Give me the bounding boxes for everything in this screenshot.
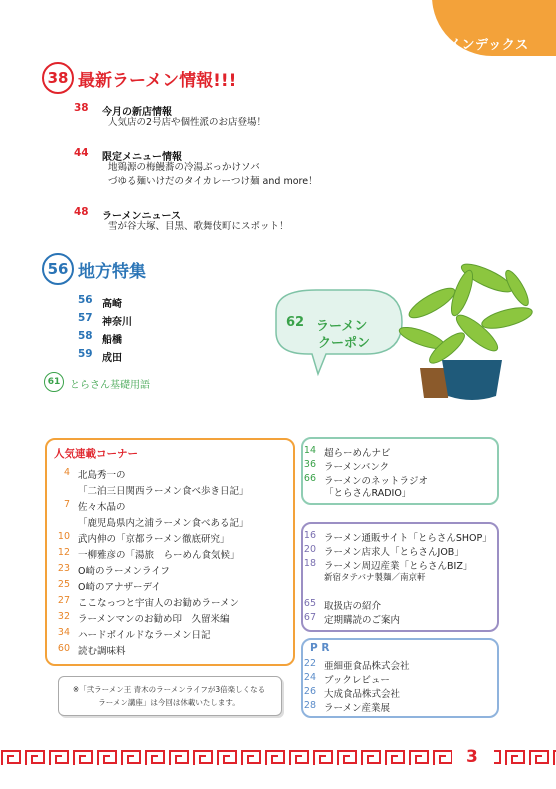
list-item — [296, 686, 400, 700]
coupon-line1: ラーメン — [316, 319, 368, 334]
list-item-text: 「二泊三日関西ラーメン食べ歩き日記」 — [78, 486, 249, 497]
list-item — [296, 612, 400, 626]
section-number-badge: 56 — [42, 253, 74, 285]
section-title: 最新ラーメン情報!!! — [78, 71, 237, 91]
list-page-number — [50, 515, 70, 529]
page-number-label: 44 — [74, 147, 89, 159]
list-item-text: 大成食品株式会社 — [324, 689, 401, 700]
list-item-text: ラーメン周辺産業「とらさんBIZ」 — [324, 561, 473, 572]
list-item-text: ハードボイルドなラーメン日記 — [78, 630, 211, 641]
list-item-text: 「鹿児島県内之浦ラーメン食べある記」 — [78, 518, 249, 529]
list-page-number: 67 — [303, 612, 316, 623]
list-item — [296, 598, 381, 612]
article-title: 今月の新店情報 — [102, 107, 172, 118]
list-page-number: 60 — [57, 643, 70, 654]
article-title: 神奈川 — [102, 317, 132, 328]
list-page-number: 7 — [63, 499, 70, 510]
article-title: ラーメンニュース — [102, 211, 181, 222]
index-tab-label: インデックス — [448, 38, 529, 53]
pr-heading: P R — [310, 642, 330, 654]
article-title: 船橋 — [102, 335, 122, 346]
list-item-text: ラーメン通販サイト「とらさんSHOP」 — [324, 533, 492, 544]
list-page-number: 27 — [57, 595, 70, 606]
glossary-label: とらさん基礎用語 — [70, 380, 150, 391]
list-item-text: ここなっつと宇宙人のお勧めラーメン — [78, 598, 240, 609]
article-title: 限定メニュー情報 — [102, 152, 182, 163]
article-desc: 地鶏源の梅鰻蕎の冷湯ぶっかけソバ — [108, 162, 260, 173]
article-desc: づゆる麺いけだのタイカレーつけ麺 and more！ — [108, 176, 318, 187]
list-item — [50, 595, 239, 609]
list-item-text: 超らーめんナビ — [324, 448, 391, 459]
page-number-label: 59 — [78, 348, 93, 360]
list-item-text: 取扱店の紹介 — [324, 601, 382, 612]
plant-illustration — [392, 248, 542, 408]
list-page-number — [296, 485, 316, 499]
list-page-number: 4 — [63, 467, 70, 478]
section-number-badge: 38 — [42, 62, 74, 94]
list-item — [50, 611, 230, 625]
coupon-number: 62 — [286, 315, 305, 330]
list-item — [50, 515, 249, 529]
list-page-number: 25 — [57, 579, 70, 590]
article-title: 高崎 — [102, 299, 122, 310]
list-item — [50, 499, 126, 513]
list-page-number: 14 — [303, 445, 316, 456]
glossary-badge: 61 — [44, 372, 64, 392]
list-item — [296, 672, 390, 686]
list-item-text: 武内伸の「京都ラーメン徹底研究」 — [78, 534, 230, 545]
notice-box — [58, 676, 282, 716]
notice-text: ※「弐ラーメン王 青木のラーメンライフが3倍楽しくなる — [72, 685, 266, 694]
list-page-number: 20 — [303, 544, 316, 555]
list-page-number: 16 — [303, 530, 316, 541]
article-desc: 人気店の2号店や個性派のお店登場！ — [108, 117, 267, 128]
list-item-text: 新宿タテバナ製麺／南京軒 — [324, 573, 426, 583]
list-item — [296, 658, 410, 672]
page-number-label: 48 — [74, 206, 89, 218]
list-item-text: ラーメンバンク — [324, 462, 390, 473]
article-title: 成田 — [102, 353, 122, 364]
page-number-label: 56 — [78, 294, 93, 306]
section-title: 地方特集 — [78, 262, 146, 282]
list-page-number: 23 — [57, 563, 70, 574]
list-item — [50, 483, 249, 497]
list-page-number: 18 — [303, 558, 316, 569]
list-item — [296, 530, 492, 544]
list-page-number — [50, 483, 70, 497]
list-item — [50, 643, 126, 657]
list-item — [296, 544, 464, 558]
list-page-number: 22 — [303, 658, 316, 669]
list-item-text: 亜細亜食品株式会社 — [324, 661, 410, 672]
page-number: 3 — [466, 747, 478, 767]
list-item — [296, 571, 426, 583]
list-page-number: 24 — [303, 672, 316, 683]
list-page-number: 34 — [57, 627, 70, 638]
list-item — [296, 485, 411, 499]
notice-text: ラーメン講座」は今回は休載いたします。 — [98, 698, 240, 707]
list-item — [50, 563, 170, 577]
list-item-text: 佐々木晶の — [78, 502, 126, 513]
list-item — [296, 445, 391, 459]
list-page-number: 66 — [303, 473, 316, 484]
list-item-text: O崎のラーメンライフ — [78, 566, 170, 577]
list-page-number: 12 — [57, 547, 70, 558]
list-item — [296, 558, 472, 572]
list-item — [296, 700, 390, 714]
list-page-number: 36 — [303, 459, 316, 470]
list-page-number: 10 — [57, 531, 70, 542]
list-page-number: 26 — [303, 686, 316, 697]
list-page-number: 28 — [303, 700, 316, 711]
list-item — [296, 459, 389, 473]
list-page-number: 65 — [303, 598, 316, 609]
list-item-text: ラーメンマンのお勧め印 久留米編 — [78, 614, 230, 625]
list-page-number: 32 — [57, 611, 70, 622]
list-item — [50, 627, 211, 641]
list-item-text: ラーメン店求人「とらさんJOB」 — [324, 547, 464, 558]
page-number-label: 57 — [78, 312, 93, 324]
list-item-text: ラーメンのネットラジオ — [324, 476, 429, 487]
list-item-text: 北島秀一の — [78, 470, 126, 481]
list-item — [50, 547, 240, 561]
page-number-label: 38 — [74, 102, 89, 114]
coupon-line2: クーポン — [318, 336, 371, 351]
article-desc: 雪が谷大塚、目黒、歌舞伎町にスポット！ — [108, 221, 289, 232]
list-item — [50, 467, 126, 481]
list-item — [50, 579, 161, 593]
list-item-text: 読む調味料 — [78, 646, 126, 657]
list-item-text: 「とらさんRADIO」 — [324, 488, 412, 499]
page-number-label: 58 — [78, 330, 93, 342]
list-item-text: ブックレビュー — [324, 675, 390, 686]
popular-series-heading: 人気連載コーナー — [54, 448, 138, 460]
list-item-text: O崎のアナザーデイ — [78, 582, 161, 593]
list-item — [50, 531, 230, 545]
list-item-text: 一柳雅彦の「湯旅 らーめん食気候」 — [78, 550, 240, 561]
list-item-text: 定期購読のご案内 — [324, 615, 401, 626]
list-page-number — [296, 571, 316, 583]
list-item-text: ラーメン産業展 — [324, 703, 391, 714]
